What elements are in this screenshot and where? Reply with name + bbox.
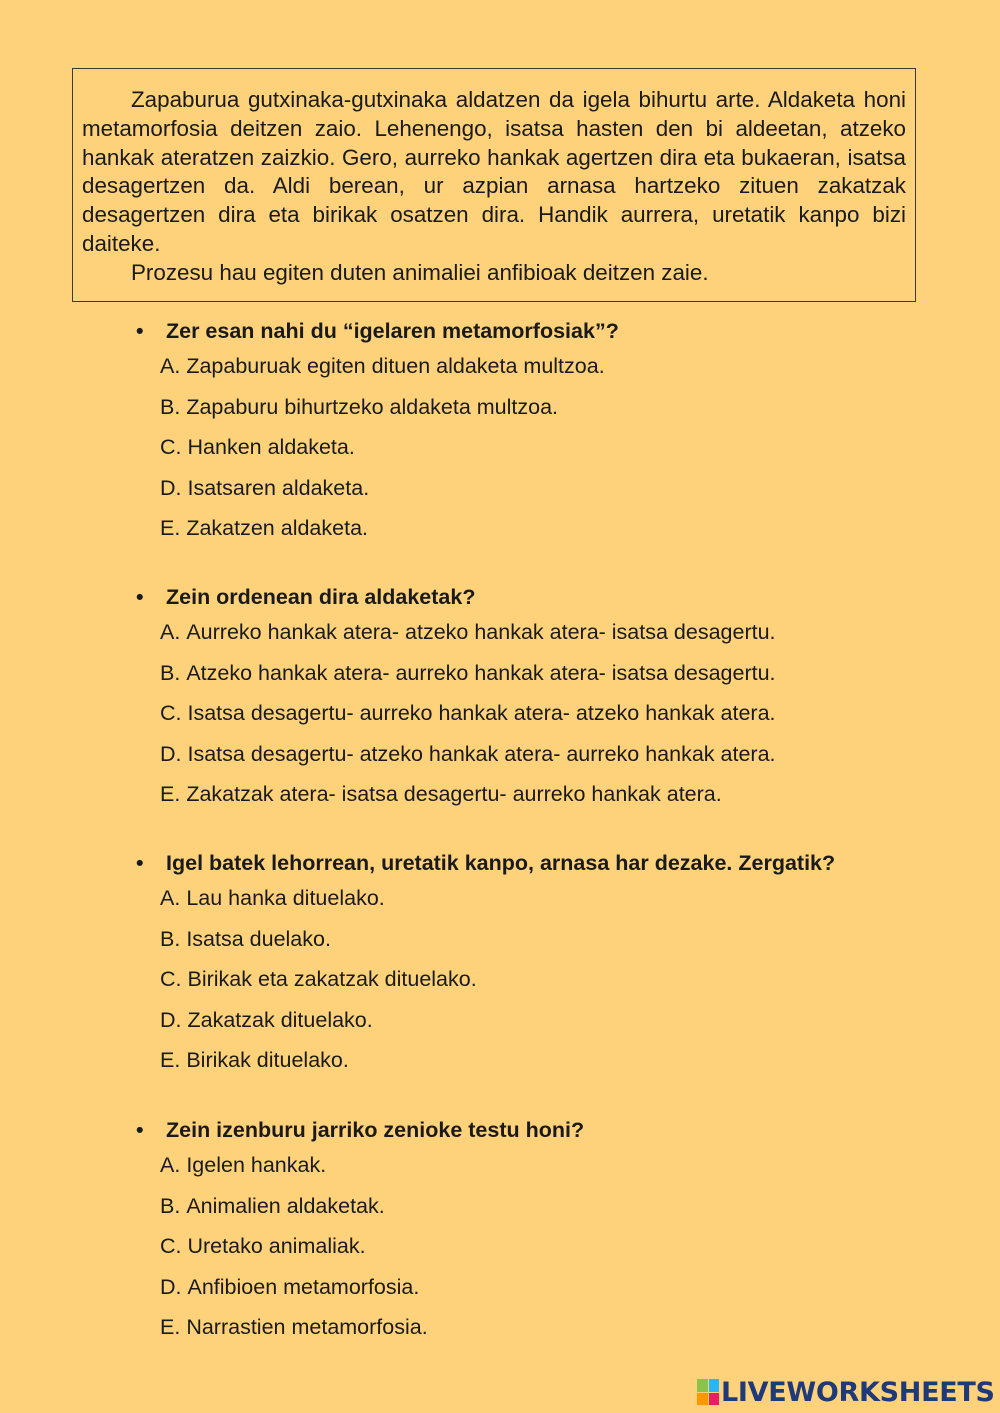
answer-option-2d[interactable] — [136, 734, 956, 775]
answer-option-3d[interactable] — [136, 1000, 956, 1041]
logo-square-3 — [697, 1393, 708, 1406]
option-text: Igelen hankak. — [186, 1153, 327, 1177]
question-2 — [136, 582, 956, 612]
option-letter: E. — [160, 782, 181, 806]
option-letter: D. — [160, 475, 182, 500]
answer-option-1b[interactable] — [136, 387, 956, 428]
question-text: Igel batek lehorrean, uretatik kanpo, arnasa har dezake. Zergatik? — [166, 851, 836, 875]
option-letter: C. — [160, 701, 182, 725]
option-letter: A. — [160, 620, 181, 644]
logo-text: LIVEWORKSHEETS — [721, 1376, 995, 1408]
option-text: Aurreko hankak atera- atzeko hankak atera- isatsa desagertu. — [186, 620, 776, 644]
liveworksheets-logo[interactable] — [697, 1374, 995, 1410]
answer-option-4c[interactable] — [136, 1226, 956, 1267]
option-text: Isatsa desagertu- aurreko hankak atera- atzeko hankak atera. — [187, 701, 776, 725]
option-letter: A. — [160, 886, 181, 910]
question-text: Zein izenburu jarriko zenioke testu honi? — [166, 1118, 585, 1142]
option-text: Uretako animaliak. — [187, 1234, 366, 1258]
answer-option-1d[interactable] — [136, 468, 956, 509]
option-letter: D. — [160, 1274, 182, 1299]
logo-icon — [697, 1379, 719, 1405]
logo-square-1 — [697, 1379, 708, 1392]
option-letter: D. — [160, 1007, 182, 1032]
option-text: Zapaburu bihurtzeko aldaketa multzoa. — [186, 394, 559, 419]
passage-paragraph-2: Prozesu hau egiten duten animaliei anfibioak deitzen zaie. — [131, 259, 709, 285]
option-text: Zakatzen aldaketa. — [186, 516, 368, 540]
answer-option-3a[interactable] — [136, 878, 956, 919]
answer-option-4e[interactable] — [136, 1307, 956, 1348]
answer-option-1e[interactable] — [136, 508, 956, 549]
option-text: Isatsa duelako. — [186, 926, 331, 951]
answer-option-3b[interactable] — [136, 919, 956, 960]
question-block-1 — [136, 316, 956, 549]
option-letter: C. — [160, 967, 182, 991]
option-text: Zakatzak dituelako. — [187, 1007, 373, 1032]
answer-option-3e[interactable] — [136, 1040, 956, 1081]
answer-option-2c[interactable] — [136, 693, 956, 734]
question-4 — [136, 1115, 956, 1145]
option-letter: A. — [160, 354, 181, 378]
bullet-icon: • — [136, 851, 144, 875]
option-text: Anfibioen metamorfosia. — [187, 1274, 420, 1299]
bullet-icon: • — [136, 585, 144, 609]
option-text: Isatsaren aldaketa. — [187, 475, 370, 500]
question-text: Zein ordenean dira aldaketak? — [166, 585, 476, 609]
bullet-icon: • — [136, 319, 144, 343]
option-letter: E. — [160, 1315, 181, 1339]
answer-option-3c[interactable] — [136, 959, 956, 1000]
option-letter: A. — [160, 1153, 181, 1177]
option-text: Narrastien metamorfosia. — [186, 1315, 428, 1339]
logo-square-2 — [709, 1379, 720, 1392]
option-letter: C. — [160, 435, 182, 459]
question-block-3 — [136, 848, 956, 1081]
logo-square-4 — [709, 1393, 720, 1406]
option-letter: B. — [160, 394, 181, 419]
answer-option-2b[interactable] — [136, 653, 956, 694]
option-text: Isatsa desagertu- atzeko hankak atera- aurreko hankak atera. — [187, 741, 776, 766]
answer-option-2e[interactable] — [136, 774, 956, 815]
bullet-icon: • — [136, 1118, 144, 1142]
option-letter: B. — [160, 660, 181, 685]
answer-option-4d[interactable] — [136, 1267, 956, 1308]
answer-option-4a[interactable] — [136, 1145, 956, 1186]
answer-option-1c[interactable] — [136, 427, 956, 468]
option-text: Zakatzak atera- isatsa desagertu- aurreko hankak atera. — [186, 782, 722, 806]
option-text: Lau hanka dituelako. — [186, 886, 385, 910]
option-letter: E. — [160, 516, 181, 540]
answer-option-1a[interactable] — [136, 346, 956, 387]
option-text: Hanken aldaketa. — [187, 435, 355, 459]
option-letter: B. — [160, 1193, 181, 1218]
option-text: Zapaburuak egiten dituen aldaketa multzoa. — [186, 354, 605, 378]
question-text: Zer esan nahi du “igelaren metamorfosiak”? — [166, 319, 619, 343]
passage-paragraph-1: Zapaburua gutxinaka-gutxinaka aldatzen da igela bihurtu arte. Aldaketa honi metamorfosia deitzen zaio. Lehenengo, isatsa hasten den bi aldeetan, atzeko hankak ateratzen zaizkio. Gero, aurreko hankak agertzen dira eta bukaeran, isatsa desagertzen da. Aldi berean, ur azpian arnasa hartzeko zituen zakatzak desagertzen dira eta birikak osatzen dira. Handik aurrera, uretatik kanpo bizi daiteke. — [82, 87, 906, 256]
question-block-4 — [136, 1115, 956, 1348]
reading-passage — [72, 68, 916, 302]
question-block-2 — [136, 582, 956, 815]
option-letter: C. — [160, 1234, 182, 1258]
option-letter: D. — [160, 741, 182, 766]
option-letter: E. — [160, 1048, 181, 1072]
option-text: Atzeko hankak atera- aurreko hankak atera- isatsa desagertu. — [186, 660, 776, 685]
option-text: Birikak eta zakatzak dituelako. — [187, 967, 477, 991]
option-text: Animalien aldaketak. — [186, 1193, 385, 1218]
answer-option-2a[interactable] — [136, 612, 956, 653]
answer-option-4b[interactable] — [136, 1186, 956, 1227]
option-text: Birikak dituelako. — [186, 1048, 349, 1072]
question-3 — [136, 848, 956, 878]
question-1 — [136, 316, 956, 346]
option-letter: B. — [160, 926, 181, 951]
